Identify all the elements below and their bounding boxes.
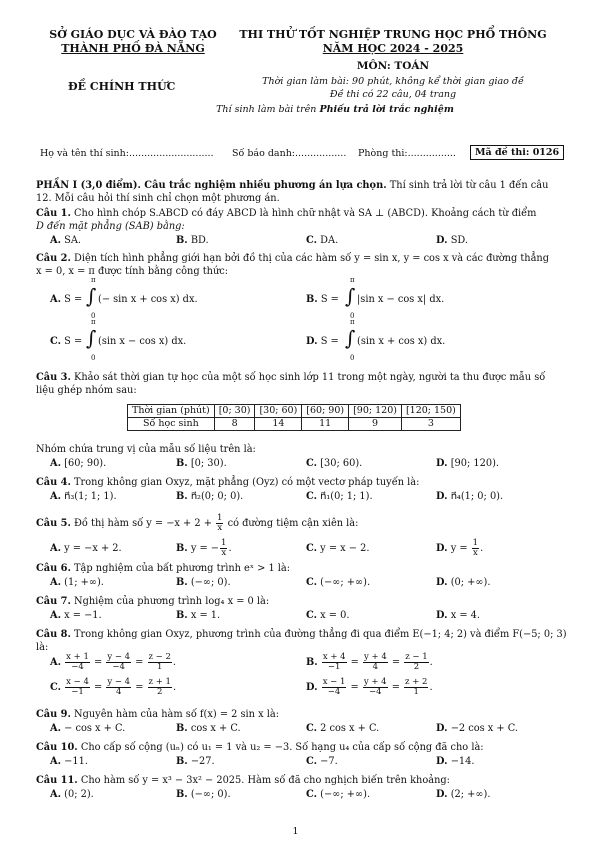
table-cell: [120; 150) — [401, 405, 460, 418]
q7-option-d[interactable]: D. x = 4. — [436, 610, 480, 621]
q6-option-b[interactable]: B. (−∞; 0). — [176, 577, 231, 588]
table-cell: 14 — [255, 418, 302, 431]
student-id-field: Số báo danh:................. — [232, 148, 347, 159]
q3-stem: Câu 3. Khảo sát thời gian tự học của một số học sinh lớp 11 trong một ngày, người ta thu được mẫu số — [36, 372, 546, 383]
q10-option-a[interactable]: A. −11. — [50, 756, 88, 767]
subject: MÔN: TOÁN — [356, 60, 430, 72]
table-header-cell: Số học sinh — [128, 418, 215, 431]
q2-d-expr: (sin x + cos x) dx. — [357, 336, 446, 347]
school-year: NĂM HỌC 2024 - 2025 — [322, 42, 464, 55]
q7-option-a[interactable]: A. x = −1. — [50, 610, 102, 621]
q6-option-c[interactable]: C. (−∞; +∞). — [306, 577, 371, 588]
q10-stem: Câu 10. Cho cấp số cộng (uₙ) có u₁ = 1 và u₂ = −3. Số hạng u₄ của cấp số cộng đã cho là: — [36, 742, 484, 753]
q8-option-c[interactable]: C. $\frac{x - 4}{-1}$ = $\frac{y - 4}{4}$ = $\frac{z + 1}{2}$ . — [50, 677, 177, 697]
q8-stem-2: là: — [36, 642, 49, 653]
answer-sheet-note: Thí sinh làm bài trên Phiếu trả lời trắc nghiệm — [216, 104, 454, 115]
q9-stem: Câu 9. Nguyên hàm của hàm số f(x) = 2 sin x là: — [36, 709, 280, 720]
part1-heading: PHẦN I (3,0 điểm). Câu trắc nghiệm nhiều phương án lựa chọn. Thí sinh trả lời từ câu 1 đến câu — [36, 180, 549, 191]
table-cell: [30; 60) — [255, 405, 302, 418]
q4-option-d[interactable]: D. n⃗₄(1; 0; 0). — [436, 491, 504, 502]
q7-stem: Câu 7. Nghiệm của phương trình log₄ x = 0 là: — [36, 596, 270, 607]
q2-stem: Câu 2. Diện tích hình phẳng giới hạn bởi đồ thị của các hàm số y = sin x, y = cos x và các đường thẳng — [36, 253, 549, 264]
q8-option-d[interactable]: D. $\frac{x - 1}{-4}$ = $\frac{y + 4}{-4}$ = $\frac{z + 2}{1}$ . — [306, 677, 433, 697]
q10-option-c[interactable]: C. −7. — [306, 756, 338, 767]
q6-option-a[interactable]: A. (1; +∞). — [50, 577, 104, 588]
table-header-cell: Thời gian (phút) — [128, 405, 215, 418]
q5-option-d[interactable]: D. y = $\frac{1}{x}$ . — [436, 538, 484, 558]
official-label: ĐỀ CHÍNH THỨC — [68, 80, 176, 93]
q2-option-c[interactable]: C. S = — [50, 336, 83, 347]
q2-d-upper: π — [350, 318, 355, 326]
q11-stem: Câu 11. Cho hàm số y = x³ − 3x² − 2025. Hàm số đã cho nghịch biến trên khoảng: — [36, 775, 450, 786]
q4-option-a[interactable]: A. n⃗₃(1; 1; 1). — [50, 491, 117, 502]
q2-b-upper: π — [350, 276, 355, 284]
table-cell: 11 — [302, 418, 349, 431]
q9-option-d[interactable]: D. −2 cos x + C. — [436, 723, 518, 734]
q10-option-b[interactable]: B. −27. — [176, 756, 215, 767]
part1-desc: 12. Mỗi câu hỏi thí sinh chỉ chọn một phương án. — [36, 193, 280, 204]
q1-option-b[interactable]: B. BD. — [176, 235, 209, 246]
q3-question: Nhóm chứa trung vị của mẫu số liệu trên là: — [36, 444, 256, 455]
q3-option-c[interactable]: C. [30; 60). — [306, 458, 363, 469]
room-field: Phòng thi:................ — [358, 148, 456, 159]
q1-stem-2: D đến mặt phẳng (SAB) bằng: — [36, 221, 185, 232]
department-name: SỞ GIÁO DỤC VÀ ĐÀO TẠO — [49, 28, 217, 41]
q2-b-expr: |sin x − cos x| dx. — [357, 294, 445, 305]
q5-stem: Câu 5. Đồ thị hàm số y = −x + 2 + $\frac{1}{x}$ có đường tiệm cận xiên là: — [36, 513, 359, 533]
exam-code-box: Mã đề thi: 0126 — [470, 145, 564, 160]
q3-option-a[interactable]: A. [60; 90). — [50, 458, 107, 469]
q8-option-b[interactable]: B. $\frac{x + 4}{-1}$ = $\frac{y + 4}{4}$ = $\frac{z - 1}{2}$ . — [306, 652, 433, 672]
q1-option-c[interactable]: C. DA. — [306, 235, 339, 246]
table-cell: [0; 30) — [214, 405, 255, 418]
table-row — [128, 418, 461, 431]
q11-option-a[interactable]: A. (0; 2). — [50, 789, 94, 800]
header-left — [38, 28, 228, 56]
q9-option-c[interactable]: C. 2 cos x + C. — [306, 723, 380, 734]
q2-option-d[interactable]: D. S = — [306, 336, 339, 347]
table-cell: 8 — [214, 418, 255, 431]
q3-stem-2: liệu ghép nhóm sau: — [36, 385, 137, 396]
q4-option-b[interactable]: B. n⃗₂(0; 0; 0). — [176, 491, 244, 502]
exam-title: THI THỬ TỐT NGHIỆP TRUNG HỌC PHỔ THÔNG — [239, 28, 547, 41]
q10-option-d[interactable]: D. −14. — [436, 756, 475, 767]
q3-option-d[interactable]: D. [90; 120). — [436, 458, 500, 469]
header-right — [228, 28, 558, 56]
time-note: Thời gian làm bài: 90 phút, không kể thời gian giao đề — [262, 76, 524, 87]
q2-c-expr: (sin x − cos x) dx. — [98, 336, 187, 347]
table-cell: 9 — [349, 418, 402, 431]
q1-stem: Câu 1. Cho hình chóp S.ABCD có đáy ABCD là hình chữ nhật và SA ⊥ (ABCD). Khoảng cách từ điểm — [36, 208, 537, 219]
q8-option-a[interactable]: A. $\frac{x + 1}{-4}$ = $\frac{y - 4}{-4}$ = $\frac{z - 2}{1}$ . — [50, 652, 177, 672]
q11-option-c[interactable]: C. (−∞; +∞). — [306, 789, 371, 800]
q2-c-upper: π — [91, 318, 96, 326]
student-name-field: Họ và tên thí sinh:............................ — [40, 148, 214, 159]
q2-a-integral-icon: ∫ — [86, 284, 97, 308]
q4-stem: Câu 4. Trong không gian Oxyz, mặt phẳng (Oyz) có một vectơ pháp tuyến là: — [36, 477, 420, 488]
pages-note: Đề thi có 22 câu, 04 trang — [329, 89, 457, 100]
q2-option-b[interactable]: B. S = — [306, 294, 339, 305]
q5-fraction: $\frac{1}{x}$ — [217, 513, 223, 533]
q2-option-a[interactable]: A. S = — [50, 294, 83, 305]
q4-option-c[interactable]: C. n⃗₁(0; 1; 1). — [306, 491, 373, 502]
q11-option-b[interactable]: B. (−∞; 0). — [176, 789, 231, 800]
q1-option-d[interactable]: D. SD. — [436, 235, 469, 246]
q2-c-lower: 0 — [91, 354, 96, 362]
q6-stem: Câu 6. Tập nghiệm của bất phương trình eˣ > 1 là: — [36, 563, 291, 574]
q2-a-lower: 0 — [91, 312, 96, 320]
city-name: THÀNH PHỐ ĐÀ NẴNG — [61, 42, 205, 55]
q7-option-b[interactable]: B. x = 1. — [176, 610, 221, 621]
q7-option-c[interactable]: C. x = 0. — [306, 610, 350, 621]
q2-d-integral-icon: ∫ — [345, 326, 356, 350]
table-cell: [90; 120) — [349, 405, 402, 418]
q2-b-lower: 0 — [350, 312, 355, 320]
q8-stem: Câu 8. Trong không gian Oxyz, phương trình của đường thẳng đi qua điểm E(−1; 4; 2) và điểm F(−5; 0; 3) — [36, 629, 567, 640]
q2-d-lower: 0 — [350, 354, 355, 362]
q2-c-integral-icon: ∫ — [86, 326, 97, 350]
q6-option-d[interactable]: D. (0; +∞). — [436, 577, 491, 588]
q2-a-expr: (− sin x + cos x) dx. — [98, 294, 198, 305]
q5-option-a[interactable]: A. y = −x + 2. — [50, 543, 122, 554]
table-cell: 3 — [401, 418, 460, 431]
page-number: 1 — [292, 826, 299, 837]
q9-option-b[interactable]: B. cos x + C. — [176, 723, 241, 734]
q2-stem-2: x = 0, x = π được tính bằng công thức: — [36, 266, 229, 277]
q5-option-c[interactable]: C. y = x − 2. — [306, 543, 370, 554]
q2-a-upper: π — [91, 276, 96, 284]
q2-b-integral-icon: ∫ — [345, 284, 356, 308]
table-cell: [60; 90) — [302, 405, 349, 418]
q3-option-b[interactable]: B. [0; 30). — [176, 458, 227, 469]
q1-option-a[interactable]: A. SA. — [50, 235, 82, 246]
q5-option-b[interactable]: B. y = − $\frac{1}{x}$ . — [176, 538, 232, 558]
q9-option-a[interactable]: A. − cos x + C. — [50, 723, 126, 734]
table-row — [128, 405, 461, 418]
q3-frequency-table — [127, 404, 461, 431]
q11-option-d[interactable]: D. (2; +∞). — [436, 789, 491, 800]
